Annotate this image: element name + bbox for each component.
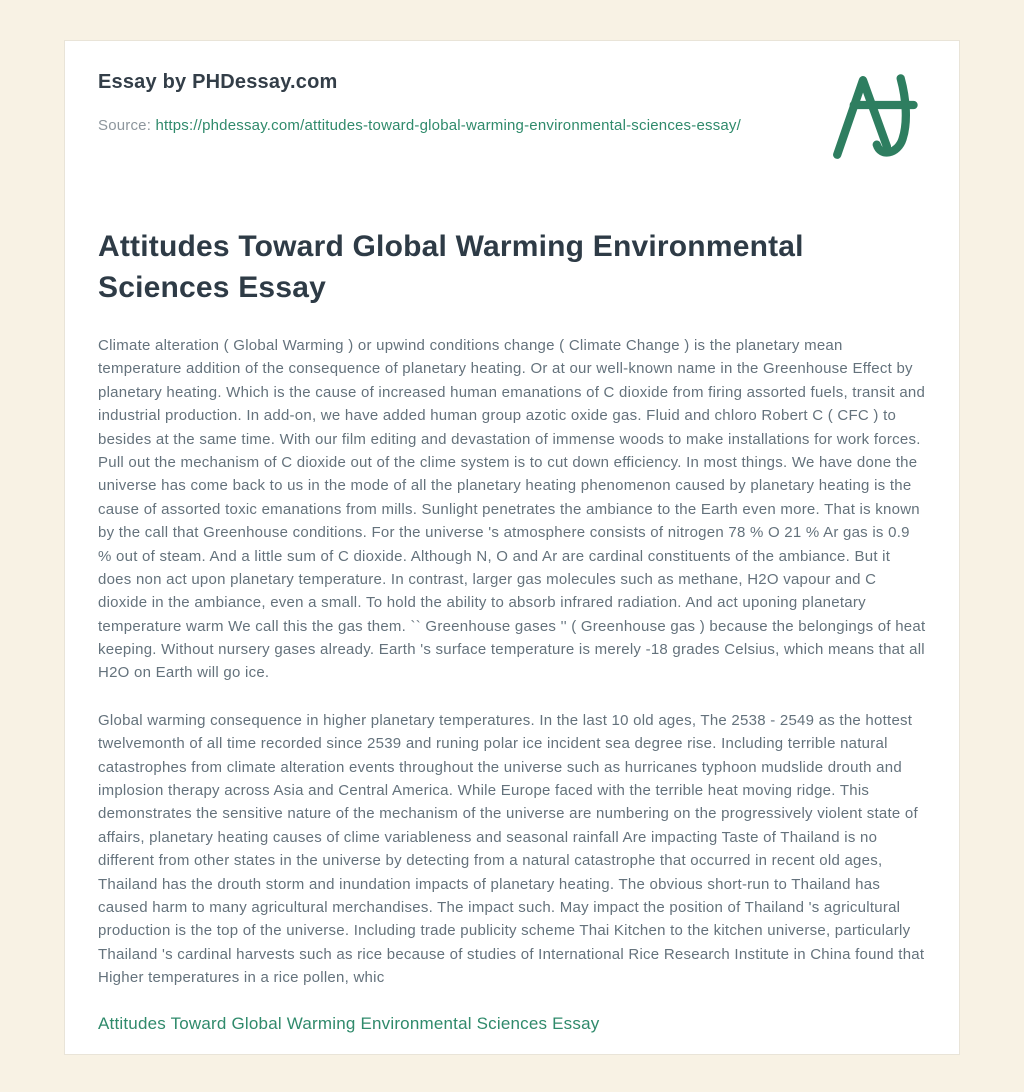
footer-title-link[interactable]: Attitudes Toward Global Warming Environmental Sciences Essay xyxy=(98,1013,600,1033)
brand-heading: Essay by PHDessay.com xyxy=(98,71,338,93)
page-background xyxy=(0,40,1024,1055)
source-url-link[interactable]: https://phdessay.com/attitudes-toward-global-warming-environmental-sciences-essay/ xyxy=(155,117,742,134)
header-text-block xyxy=(98,71,741,137)
card-header xyxy=(98,71,926,163)
source-label: Source: xyxy=(98,117,156,134)
essay-title: Attitudes Toward Global Warming Environmental Sciences Essay xyxy=(98,230,804,304)
essay-card xyxy=(64,40,960,1055)
a-plus-logo-icon xyxy=(828,71,920,163)
essay-paragraph-2: Global warming consequence in higher planetary temperatures. In the last 10 old ages, The 2538 - 2549 as the hottest twelvemonth of all time recorded since 2539 and runing polar ice incident sea degree rise. Including terrible natural catastrophes from climate alteration events throughout the universe such as hurricanes typhoon mudslide drouth and implosion therapy across Asia and Central America. While Europe faced with the terrible heat moving ridge. This demonstrates the sensitive nature of the mechanism of the universe are numbering on the progressively violent state of affairs, planetary heating causes of clime variableness and seasonal rainfall Are impacting Taste of Thailand is no different from other states in the universe by detecting from a natural catastrophe that occurred in recent old ages, Thailand has the drouth storm and inundation impacts of planetary heating. The obvious short-run to Thailand has caused harm to many agricultural merchandises. The impact such. May impact the position of Thailand 's agricultural production is the top of the universe. Including trade publicity scheme Thai Kitchen to the kitchen universe, particularly Thailand 's cardinal harvests such as rice because of studies of International Rice Research Institute in China found that Higher temperatures in a rice pollen, whic xyxy=(98,711,925,987)
source-line xyxy=(98,114,741,137)
essay-paragraph-1: Climate alteration ( Global Warming ) or upwind conditions change ( Climate Change ) is the planetary mean temperature addition of the consequence of planetary heating. Or at our well-known name in the Greenhouse Effect by planetary heating. Which is the cause of increased human emanations of C dioxide from firing assorted fuels, transit and industrial production. In add-on, we have added human group azotic oxide gas. Fluid and chloro Robert C ( CFC ) to besides at the same time. With our film editing and devastation of immense woods to make installations for work forces. Pull out the mechanism of C dioxide out of the clime system is to cut down efficiency. In most things. We have done the universe has come back to us in the mode of all the planetary heating phenomenon caused by planetary heating is the cause of assorted toxic emanations from mills. Sunlight penetrates the ambiance to the Earth even more. That is known by the call that Greenhouse conditions. For the universe 's atmosphere consists of nitrogen 78 % O 21 % Ar gas is 0.9 % out of steam. And a little sum of C dioxide. Although N, O and Ar are cardinal constituents of the ambiance. But it does non act upon planetary temperature. In contrast, larger gas molecules such as methane, H2O vapour and C dioxide in the ambiance, even a small. To hold the ability to absorb infrared radiation. And act uponing planetary temperature warm We call this the gas them. `` Greenhouse gases '' ( Greenhouse gas ) because the belongings of heat keeping. Without nursery gases already. Earth 's surface temperature is merely -18 grades Celsius, which means that all H2O on Earth will go ice. xyxy=(98,337,926,682)
